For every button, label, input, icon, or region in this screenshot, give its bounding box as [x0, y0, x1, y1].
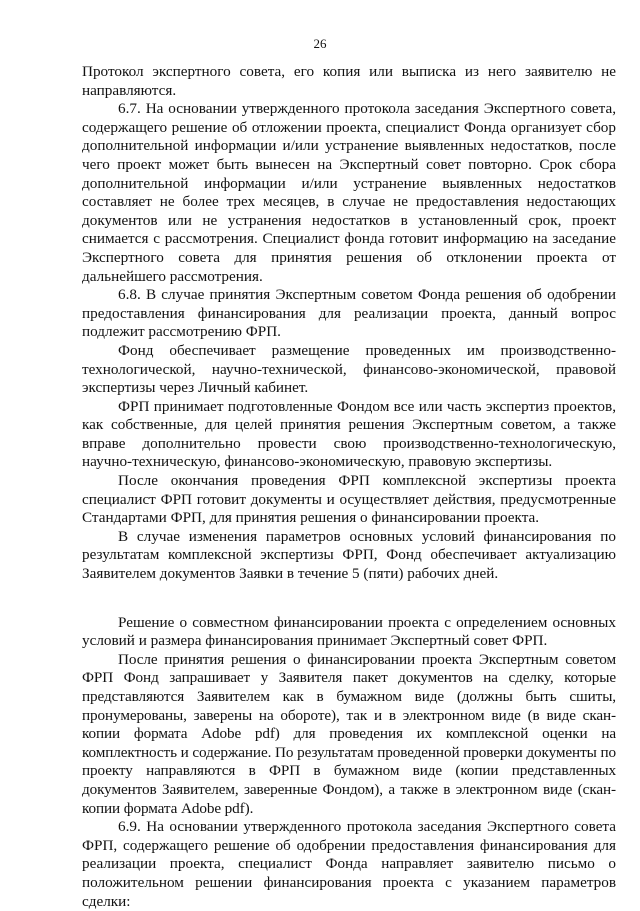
paragraph-frp-accepts: ФРП принимает подготовленные Фондом все или часть экспертиз проектов, как собственные, для целей принятия решения Экспертным советом, а также вправе дополнительно провести свою производственно-технологическую, научно-техническую, финансово-экономическую, правовую экспертизы.: [82, 397, 616, 471]
paragraph-joint-financing: Решение о совместном финансировании проекта с определением основных условий и размера финансирования принимает Экспертный совет ФРП.: [82, 613, 616, 650]
paragraph-document-package: После принятия решения о финансировании проекта Экспертным советом ФРП Фонд запрашивает у Заявителя пакет документов на сделку, которые представляются Заявителем как в бумажном виде (должны быть сшиты, пронумерованы, заверены на обороте), так и в электронном виде (в виде скан-копии формата Adobe pdf) для проведения их комплексной оценки на комплектность и содержание. По результатам проведенной проверки документы по проекту направляются в ФРП в бумажном виде (копии представленных документов Заявителем, заверенные Фондом), а также в электронном виде (скан-копии формата Adobe pdf).: [82, 650, 616, 817]
paragraph-protocol-note: Протокол экспертного совета, его копия или выписка из него заявителю не направляются.: [82, 63, 616, 99]
paragraph-after-expertise: После окончания проведения ФРП комплексной экспертизы проекта специалист ФРП готовит документы и осуществляет действия, предусмотренные Стандартами ФРП, для принятия решения о финансировании проекта.: [82, 472, 616, 527]
document-body: [82, 63, 616, 911]
paragraph-fund-expertise: Фонд обеспечивает размещение проведенных им производственно-технологической, научно-технической, финансово-экономической, правовой экспертизы через Личный кабинет.: [82, 341, 616, 397]
paragraph-parameter-change: В случае изменения параметров основных условий финансирования по результатам комплексной экспертизы ФРП, Фонд обеспечивает актуализацию Заявителем документов Заявки в течение 5 (пяти) рабочих дней.: [82, 527, 616, 583]
page-number: 26: [313, 36, 327, 51]
paragraph-6-8: 6.8. В случае принятия Экспертным советом Фонда решения об одобрении предоставления финансирования для реализации проекта, данный вопрос подлежит рассмотрению ФРП.: [82, 286, 616, 341]
paragraph-6-9: 6.9. На основании утвержденного протокола заседания Экспертного совета ФРП, содержащего решение об одобрении предоставления финансирования для реализации проекта, специалист Фонда направляет заявителю письмо о положительном решении финансирования проекта с указанием параметров сделки:: [82, 818, 616, 910]
paragraph-6-7: 6.7. На основании утвержденного протокола заседания Экспертного совета, содержащего решение об отложении проекта, специалист Фонда организует сбор дополнительной информации и/или устранение выявленных недостатков, после чего проект может быть вынесен на Экспертный совет повторно. Срок сбора дополнительной информации и/или устранение выявленных недостатков составляет не более трех месяцев, в случае не предоставления недостающих документов или не устранения недостатков в установленный срок, проект снимается с рассмотрения. Специалист фонда готовит информацию на заседание Экспертного совета для принятия решения об отклонении проекта от дальнейшего рассмотрения.: [82, 100, 616, 285]
